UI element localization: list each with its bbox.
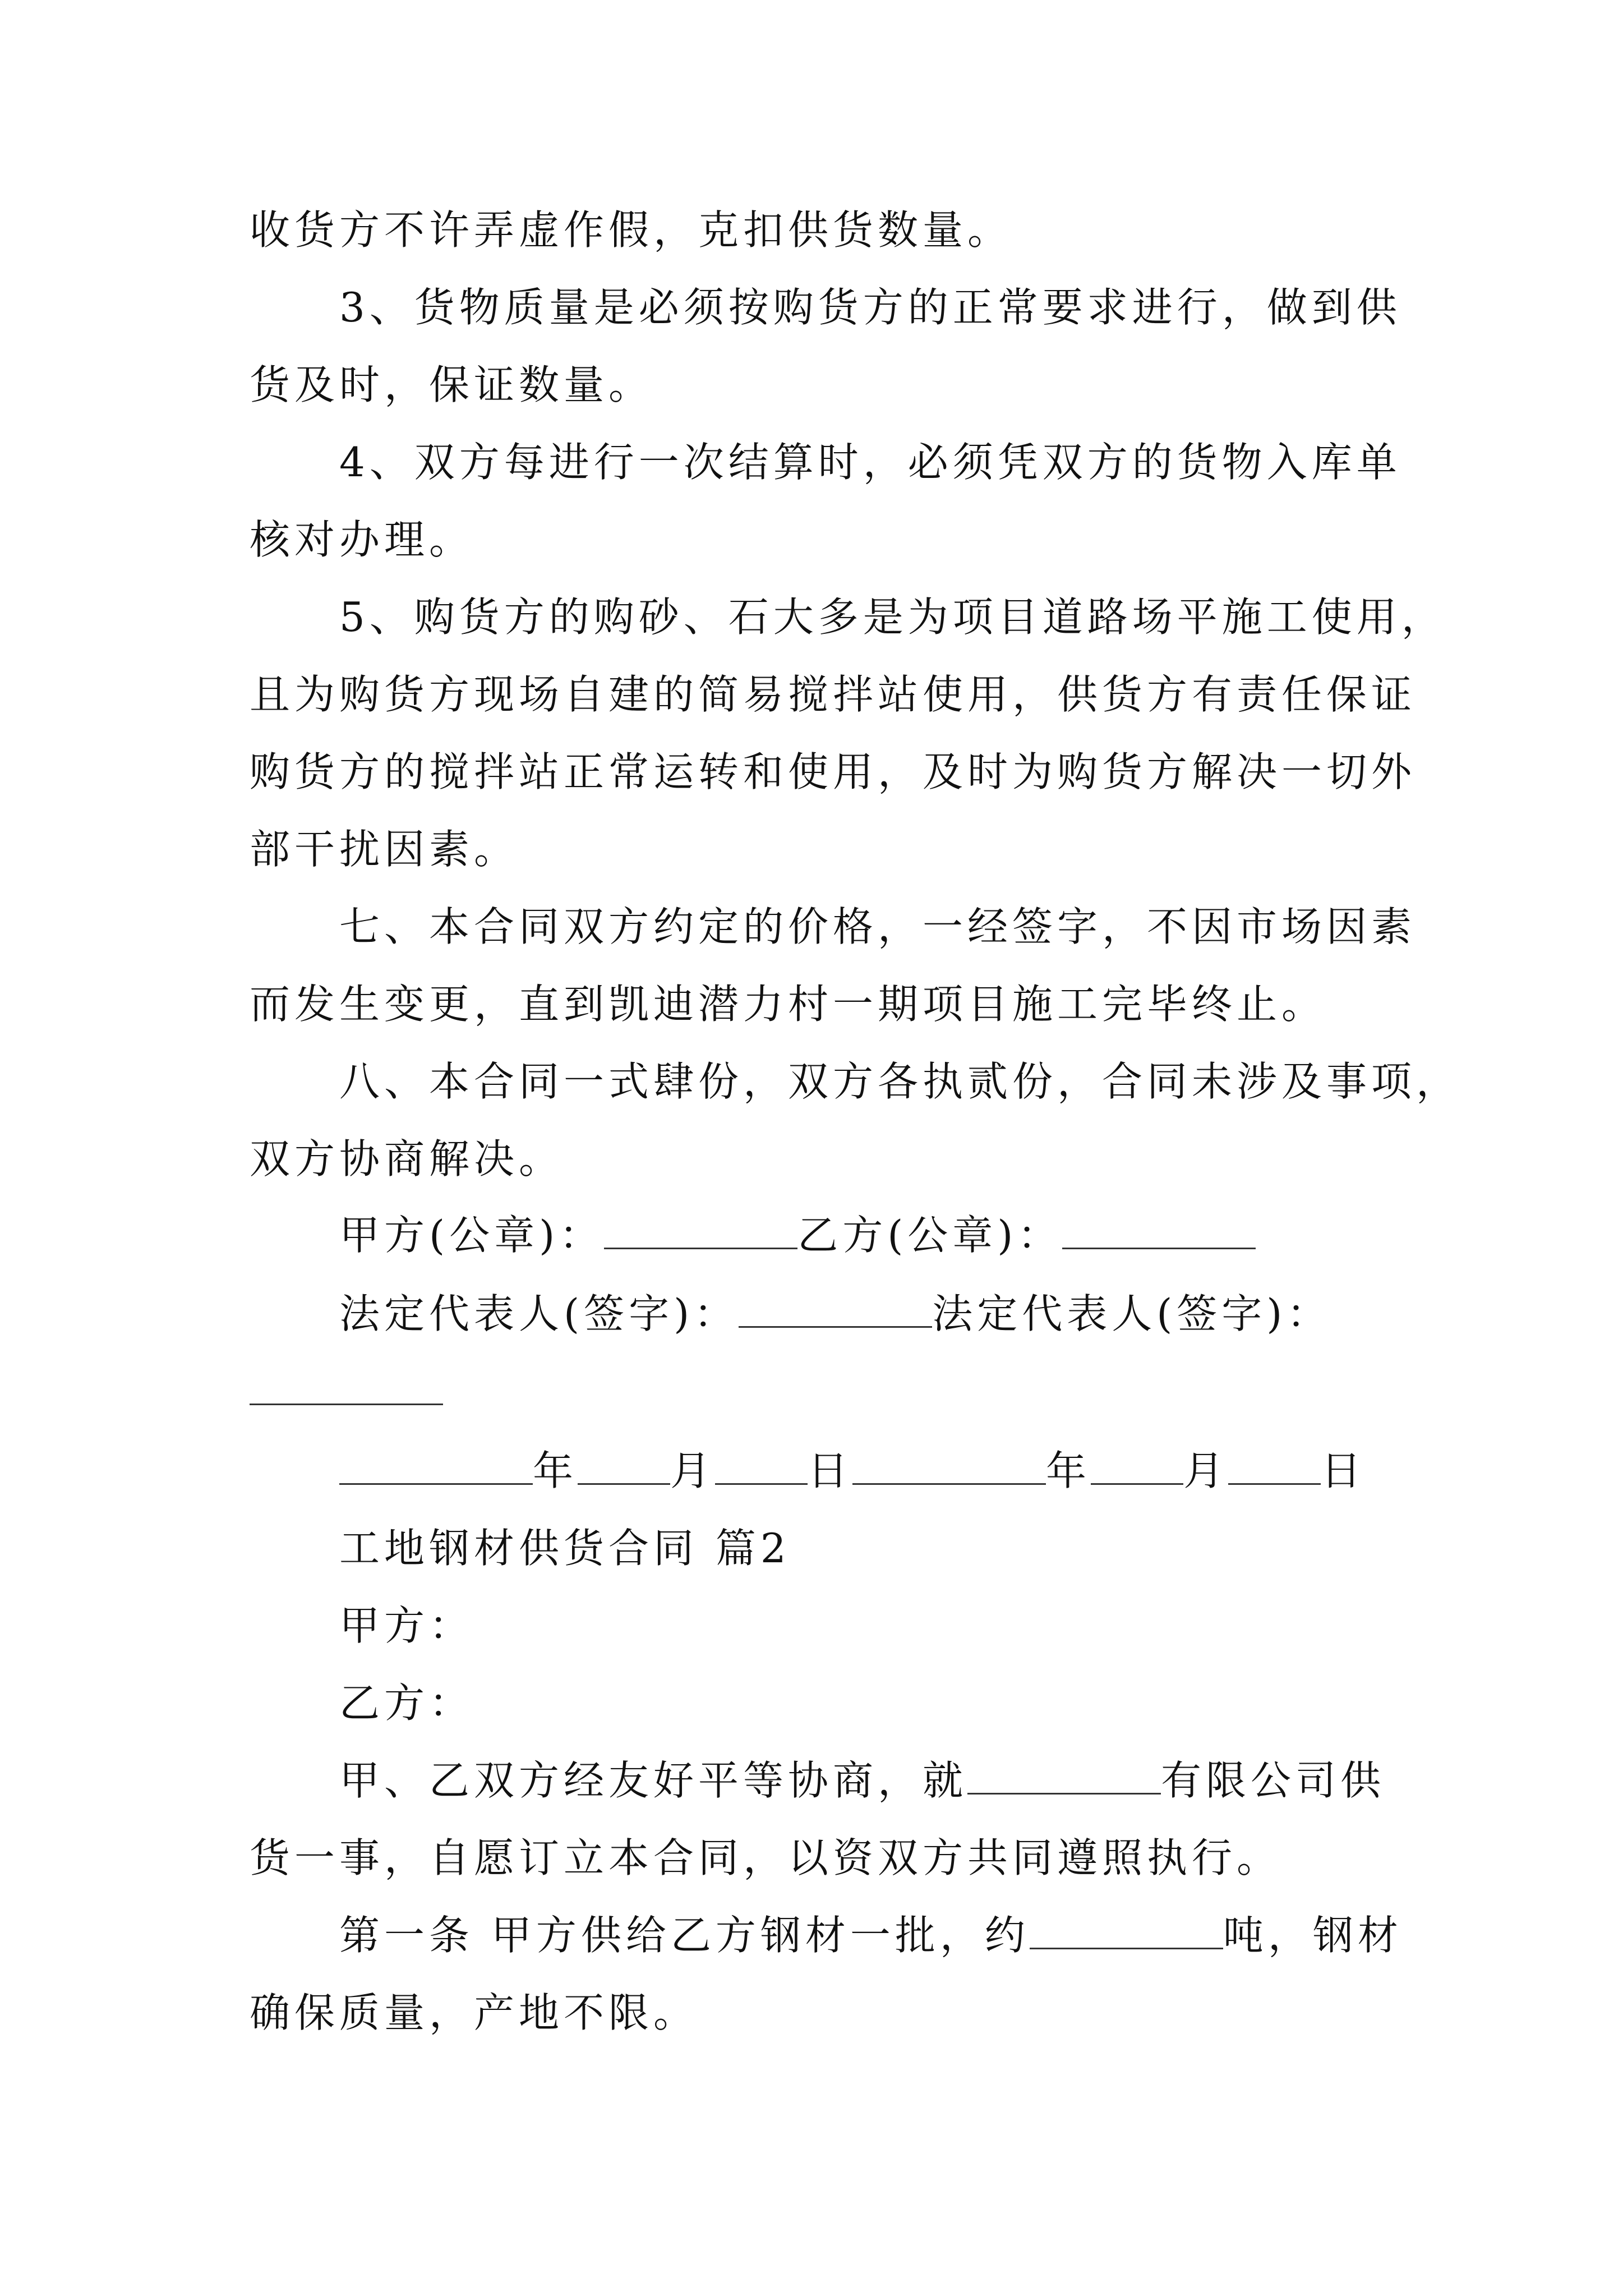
company-name-blank (967, 1761, 1161, 1795)
paragraph-line: 收货方不许弄虚作假，克扣供货数量。 (250, 206, 1013, 254)
section-title: 工地钢材供货合同 篇2 (339, 1525, 791, 1572)
intro-text-1: 甲、乙双方经友好平等协商，就 (339, 1757, 968, 1804)
year-a-label: 年 (533, 1447, 578, 1494)
paragraph-line: 3、货物质量是必须按购货方的正常要求进行，做到供 (339, 284, 1401, 331)
year-b-blank (852, 1451, 1046, 1485)
rep-b-blank (250, 1404, 443, 1405)
paragraph-line: 货一事，自愿订立本合同，以资双方共同遵照执行。 (250, 1834, 1282, 1881)
date-line (339, 1443, 1366, 1499)
day-b-label: 日 (1321, 1447, 1366, 1494)
paragraph-line: 5、购货方的购砂、石大多是为项目道路场平施工使用， (339, 593, 1446, 641)
party-a-seal-blank (604, 1216, 797, 1249)
paragraph-line: 4、双方每进行一次结算时，必须凭双方的货物入库单 (339, 439, 1401, 486)
day-a-label: 日 (808, 1447, 853, 1494)
paragraph-line: 部干扰因素。 (250, 826, 519, 873)
paragraph-line: 核对办理。 (250, 516, 474, 563)
year-b-label: 年 (1046, 1447, 1091, 1494)
paragraph-line: 八、本合同一式肆份，双方各执贰份，合同未涉及事项， (339, 1058, 1461, 1105)
paragraph-line: 货及时，保证数量。 (250, 361, 654, 408)
party-b-seal-blank (1062, 1216, 1256, 1249)
rep-a-blank (739, 1294, 932, 1328)
day-a-blank (715, 1451, 808, 1485)
intro-text-2: 有限公司供 (1161, 1757, 1386, 1804)
party-a-line: 甲方： (339, 1602, 474, 1649)
month-a-label: 月 (670, 1447, 716, 1494)
party-a-seal-label: 甲方(公章)： (339, 1212, 605, 1259)
rep-a-label: 法定代表人(签字)： (339, 1290, 739, 1337)
article-1-text-2: 吨，钢材 (1223, 1912, 1403, 1959)
tonnage-blank (1030, 1916, 1223, 1949)
paragraph-line: 而发生变更，直到凯迪潜力村一期项目施工完毕终止。 (250, 981, 1327, 1028)
month-b-label: 月 (1183, 1447, 1229, 1494)
representative-signature-line (339, 1286, 1331, 1342)
paragraph-line: 且为购货方现场自建的简易搅拌站使用，供货方有责任保证 (250, 671, 1417, 718)
year-a-blank (339, 1451, 533, 1485)
seal-signature-line (339, 1207, 1256, 1263)
paragraph-line: 购货方的搅拌站正常运转和使用，及时为购货方解决一切外 (250, 748, 1417, 795)
month-b-blank (1091, 1451, 1183, 1485)
party-b-line: 乙方： (339, 1680, 474, 1727)
paragraph-line: 七、本合同双方约定的价格，一经签字，不因市场因素 (339, 903, 1417, 950)
article-1-line (339, 1907, 1403, 1963)
paragraph-line: 双方协商解决。 (250, 1135, 564, 1182)
article-1-text-1: 第一条 甲方供给乙方钢材一批，约 (339, 1912, 1030, 1959)
day-b-blank (1228, 1451, 1321, 1485)
paragraph-line: 确保质量，产地不限。 (250, 1989, 699, 2036)
month-a-blank (578, 1451, 670, 1485)
intro-line (339, 1752, 1385, 1809)
party-b-seal-label: 乙方(公章)： (797, 1212, 1063, 1259)
rep-b-label: 法定代表人(签字)： (932, 1290, 1332, 1337)
